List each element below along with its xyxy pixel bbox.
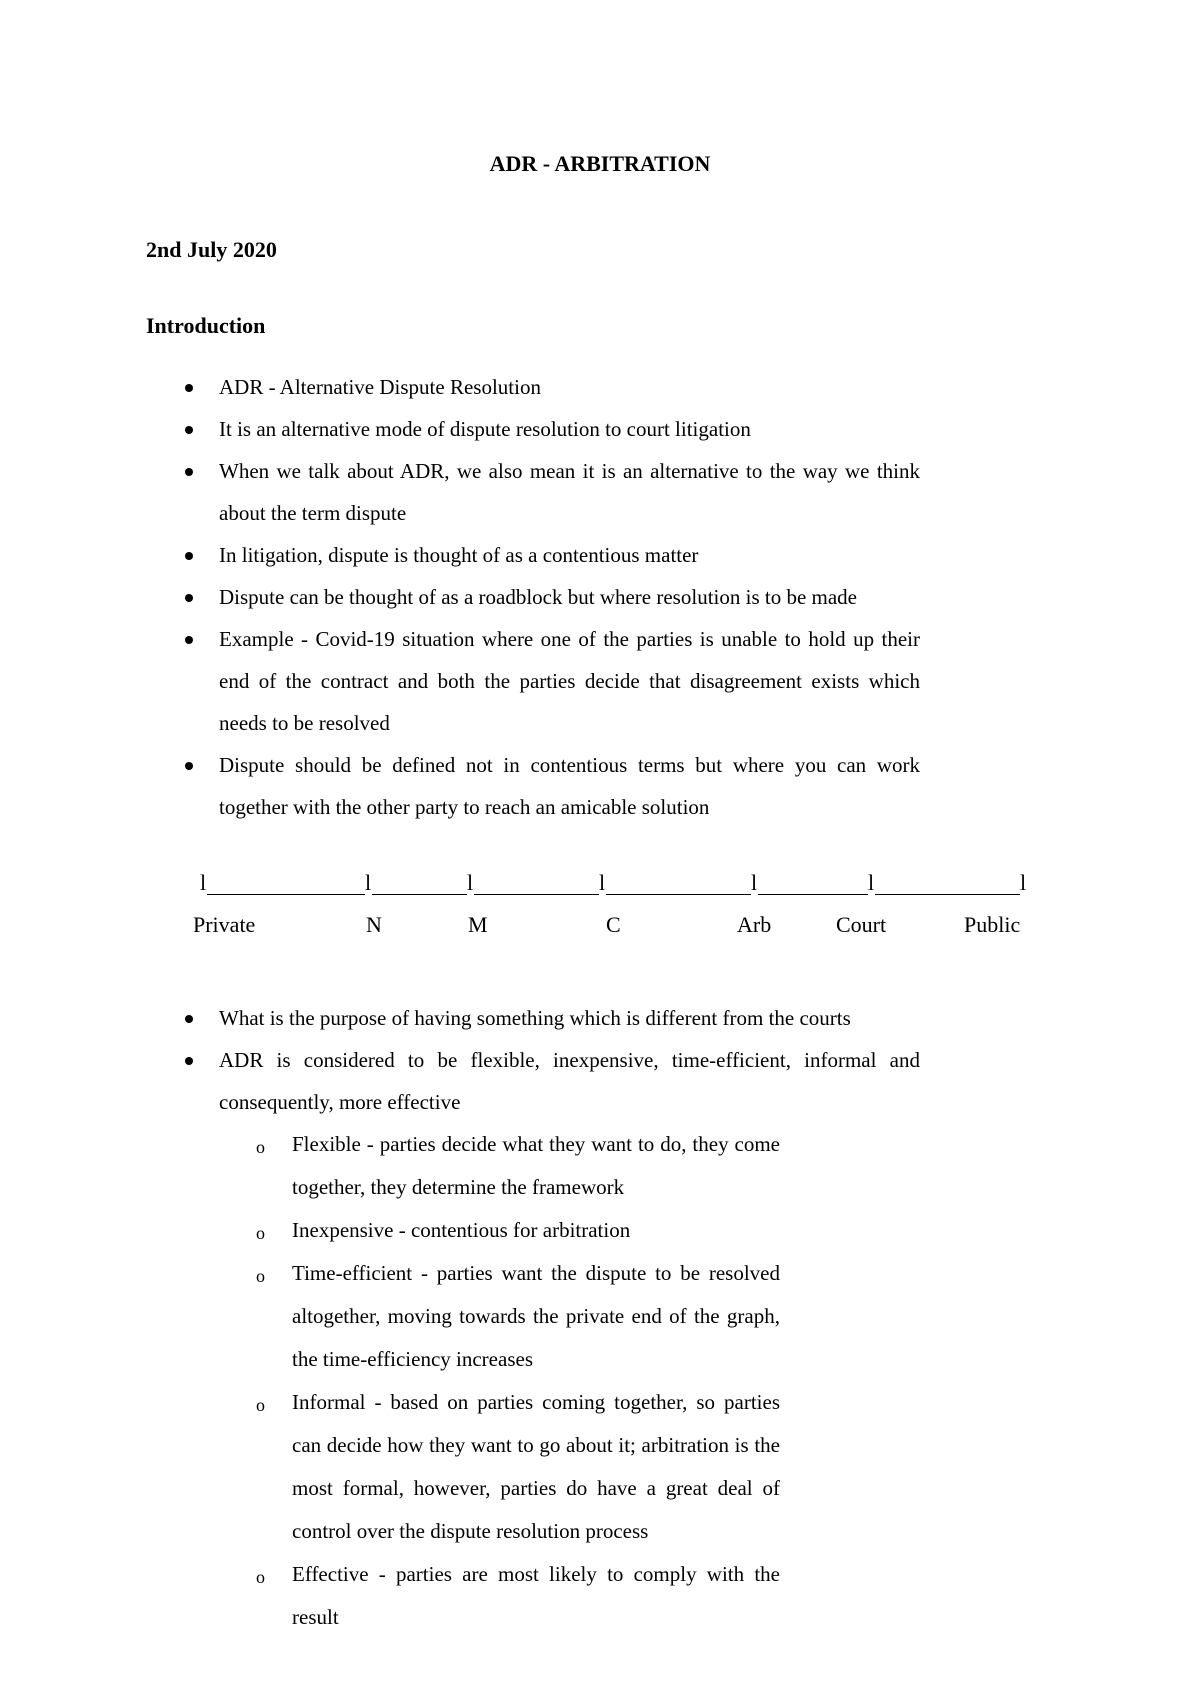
spectrum-label-negotiation: N	[366, 912, 382, 937]
bullet-list-intro	[0, 366, 1060, 828]
list-item-text: ADR is considered to be flexible, inexpensive, time-efficient, informal and consequently, more effective	[219, 1048, 920, 1114]
sub-list-item	[0, 1209, 920, 1252]
list-item-text: Dispute can be thought of as a roadblock but where resolution is to be made	[219, 585, 857, 609]
sub-list-item-text: Informal - based on parties coming together, so parties can decide how they want to go about it; arbitration is the most formal, however, parties do have a great deal of control over the dispute resolution process	[292, 1390, 780, 1543]
spectrum-label-court: Court	[836, 912, 887, 937]
spectrum-segment	[606, 894, 751, 895]
spectrum-tick: l	[467, 870, 474, 895]
spectrum-label-private: Private	[193, 912, 256, 937]
list-item	[0, 534, 1060, 576]
list-item-text: When we talk about ADR, we also mean it is an alternative to the way we think about the term dispute	[219, 459, 920, 525]
list-item	[0, 408, 1060, 450]
sub-list-item-text: Time-efficient - parties want the dispute to be resolved altogether, moving towards the private end of the graph, the time-efficiency increases	[292, 1261, 780, 1371]
spectrum-segment	[875, 894, 1020, 895]
list-item-text: In litigation, dispute is thought of as a contentious matter	[219, 543, 699, 567]
spectrum-label-arbitration: Arb	[737, 912, 772, 937]
sub-list-item	[0, 1252, 920, 1381]
bullet-icon	[185, 468, 193, 476]
list-item	[0, 997, 1060, 1039]
bullet-icon	[185, 552, 193, 560]
list-item	[0, 366, 1060, 408]
circle-bullet-icon: o	[256, 1223, 265, 1243]
list-item	[0, 450, 1060, 534]
sub-list-item-text: Inexpensive - contentious for arbitration	[292, 1218, 631, 1242]
spectrum-tick: l	[868, 870, 875, 895]
sub-bullet-list	[219, 1123, 920, 1639]
circle-bullet-icon: o	[256, 1567, 265, 1587]
bullet-icon	[185, 1057, 193, 1065]
sub-list-item-text: Effective - parties are most likely to comply with the result	[292, 1562, 780, 1629]
circle-bullet-icon: o	[256, 1266, 265, 1286]
spectrum-tick: l	[1020, 870, 1027, 895]
dispute-spectrum	[0, 870, 1200, 960]
spectrum-tick: l	[365, 870, 372, 895]
spectrum-segment	[207, 894, 365, 895]
list-item-text: ADR - Alternative Dispute Resolution	[219, 375, 541, 399]
list-item-text: Example - Covid-19 situation where one of the parties is unable to hold up their end of the contract and both the parties decide that disagreement exists which needs to be resolved	[219, 627, 920, 735]
spectrum-label-mediation: M	[468, 912, 488, 937]
circle-bullet-icon: o	[256, 1137, 265, 1157]
circle-bullet-icon: o	[256, 1395, 265, 1415]
spectrum-tick: l	[599, 870, 606, 895]
list-item	[0, 1039, 1060, 1639]
bullet-icon	[185, 762, 193, 770]
list-item-text: It is an alternative mode of dispute resolution to court litigation	[219, 417, 751, 441]
bullet-icon	[185, 1015, 193, 1023]
list-item	[0, 618, 1060, 744]
spectrum-segment	[474, 894, 599, 895]
document-date: 2nd July 2020	[146, 237, 277, 262]
spectrum-segment	[758, 894, 868, 895]
spectrum-label-conciliation: C	[606, 912, 621, 937]
section-heading: Introduction	[146, 313, 266, 338]
sub-list-item	[0, 1123, 920, 1209]
spectrum-tick: l	[751, 870, 758, 895]
spectrum-label-public: Public	[964, 912, 1021, 937]
spectrum-segment	[372, 894, 467, 895]
list-item	[0, 576, 1060, 618]
sub-list-item	[0, 1553, 920, 1639]
bullet-list-purpose	[0, 997, 1060, 1639]
list-item-text: Dispute should be defined not in contentious terms but where you can work together with the other party to reach an amicable solution	[219, 753, 920, 819]
list-item	[0, 744, 1060, 828]
document-title: ADR - ARBITRATION	[489, 151, 711, 176]
bullet-icon	[185, 426, 193, 434]
list-item-text: What is the purpose of having something which is different from the courts	[219, 1006, 851, 1030]
bullet-icon	[185, 594, 193, 602]
spectrum-tick: l	[200, 870, 207, 895]
bullet-icon	[185, 636, 193, 644]
bullet-icon	[185, 384, 193, 392]
sub-list-item	[0, 1381, 920, 1553]
sub-list-item-text: Flexible - parties decide what they want to do, they come together, they determine the framework	[292, 1132, 780, 1199]
